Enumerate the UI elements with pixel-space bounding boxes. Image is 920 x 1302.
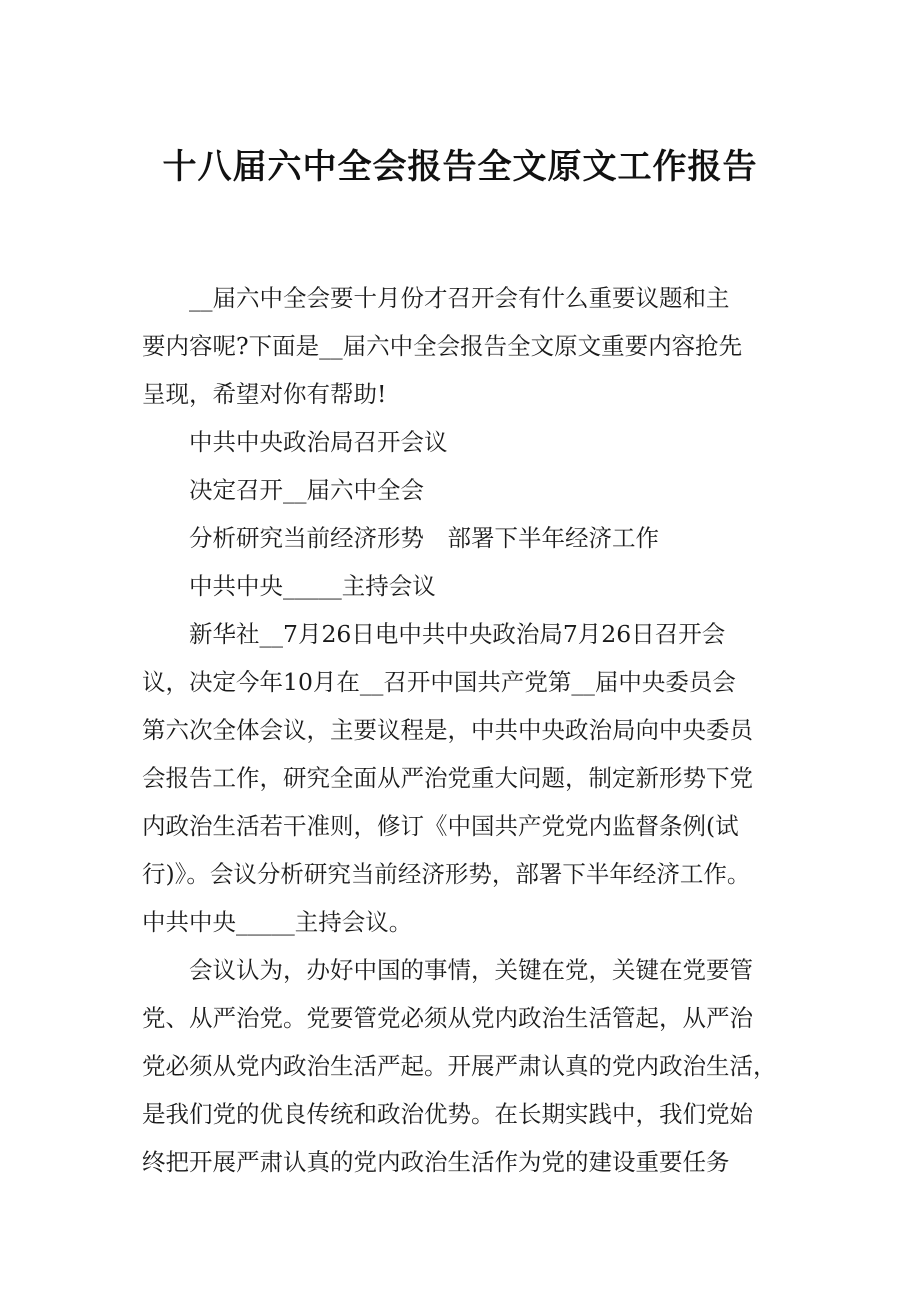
body-line: 终把开展严肃认真的党内政治生活作为党的建设重要任务	[142, 1148, 730, 1176]
body-line: 是我们党的优良传统和政治优势。在长期实践中，我们党始	[142, 1100, 753, 1128]
document-title: 十八届六中全会报告全文原文工作报告	[162, 147, 758, 187]
body-line: 党、从严治党。党要管党必须从党内政治生活管起，从严治	[142, 1004, 753, 1032]
body-line: 分析研究当前经济形势 部署下半年经济工作	[189, 524, 659, 552]
body-line: 内政治生活若干准则，修订《中国共产党党内监督条例(试	[142, 812, 739, 840]
body-line: 中共中央_____主持会议。	[142, 908, 413, 936]
body-line: 第六次全体会议，主要议程是，中共中央政治局向中央委员	[142, 716, 753, 744]
body-line: __届六中全会要十月份才召开会有什么重要议题和主	[189, 284, 730, 312]
body-line: 要内容呢?下面是__届六中全会报告全文原文重要内容抢先	[142, 332, 743, 360]
body-line: 新华社__7月26日电中共中央政治局7月26日召开会	[189, 620, 726, 648]
body-line: 呈现，希望对你有帮助!	[142, 380, 387, 408]
body-line: 议，决定今年10月在__召开中国共产党第__届中央委员会	[142, 668, 736, 696]
body-line: 行)》。会议分析研究当前经济形势，部署下半年经济工作。	[142, 860, 751, 888]
body-line: 党必须从党内政治生活严起。开展严肃认真的党内政治生活，	[142, 1052, 777, 1080]
document-body	[142, 274, 782, 1186]
body-line: 决定召开__届六中全会	[189, 476, 424, 504]
body-line: 中共中央_____主持会议	[189, 572, 436, 600]
body-line: 中共中央政治局召开会议	[189, 428, 448, 456]
body-line: 会报告工作，研究全面从严治党重大问题，制定新形势下党	[142, 764, 753, 792]
body-line: 会议认为，办好中国的事情，关键在党，关键在党要管	[189, 956, 753, 984]
